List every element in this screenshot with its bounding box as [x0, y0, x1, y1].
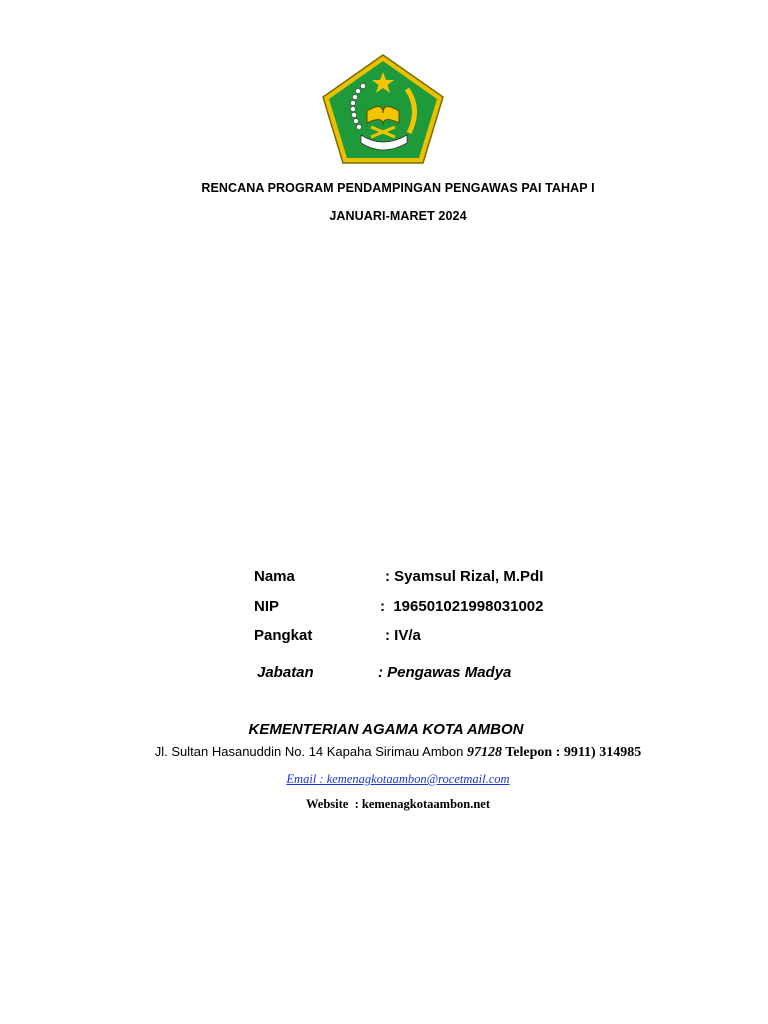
- kementerian-agama-logo: [321, 53, 446, 165]
- document-period: JANUARI-MARET 2024: [329, 209, 467, 223]
- nama-value: : Syamsul Rizal, M.PdI: [385, 568, 544, 585]
- nip-label: NIP: [254, 598, 280, 615]
- pangkat-value: : IV/a: [385, 627, 421, 644]
- website-text: Website : kemenagkotaambon.net: [305, 797, 491, 811]
- nip-value: : 196501021998031002: [380, 598, 544, 615]
- jabatan-label: Jabatan: [257, 664, 314, 681]
- document-title: RENCANA PROGRAM PENDAMPINGAN PENGAWAS PAI TAHAP I: [201, 181, 595, 195]
- nama-label: Nama: [254, 568, 295, 585]
- pangkat-label: Pangkat: [254, 627, 313, 644]
- office-address: [0, 744, 768, 761]
- telephone: Telepon : 9911) 314985: [501, 745, 642, 760]
- jabatan-value: : Pengawas Madya: [378, 664, 512, 681]
- office-name: KEMENTERIAN AGAMA KOTA AMBON: [248, 721, 524, 738]
- address-text: Jl. Sultan Hasanuddin No. 14 Kapaha Sirimau Ambon: [154, 744, 467, 759]
- postal-code: 97128: [466, 745, 502, 760]
- email-link[interactable]: Email : kemenagkotaambon@rocetmail.com: [286, 772, 510, 786]
- emblem-icon: [321, 53, 446, 165]
